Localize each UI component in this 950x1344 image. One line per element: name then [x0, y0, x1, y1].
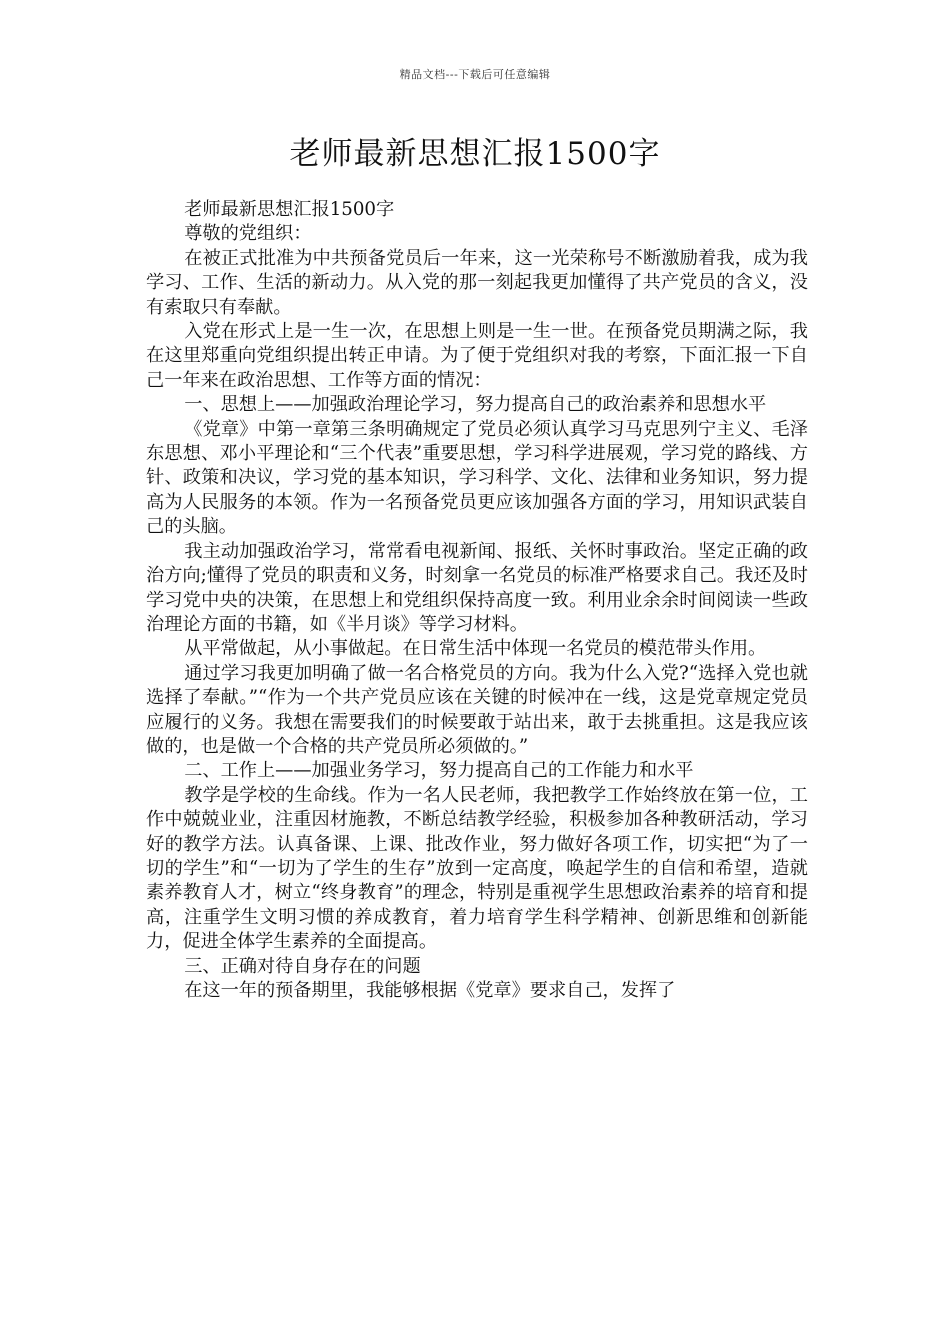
body-paragraph: 教学是学校的生命线。作为一名人民老师，我把教学工作始终放在第一位，工作中兢兢业业，注重因材施教，不断总结教学经验，积极参加各种教研活动，学习好的教学方法。认真备课、上课、批改作业，努力做好各项工作，切实把“为了一切的学生”和“一切为了学生的生存”放到一定高度，唤起学生的自信和希望，造就素养教育人才，树立“终身教育”的理念，特别是重视学生思想政治素养的培育和提高，注重学生文明习惯的养成教育，着力培育学生科学精神、创新思维和创新能力，促进全体学生素养的全面提高。 — [146, 784, 808, 953]
body-paragraph: 尊敬的党组织： — [184, 223, 312, 245]
header-note: 精品文档---下载后可任意编辑 — [399, 68, 551, 81]
body-paragraph: 我主动加强政治学习，常常看电视新闻、报纸、关怀时事政治。坚定正确的政治方向;懂得了党员的职责和义务，时刻拿一名党员的标准严格要求自己。我还及时学习党中央的决策，在思想上和党组织保持高度一致。利用业余余时间阅读一些政治理论方面的书籍，如《半月谈》等学习材料。 — [146, 540, 808, 635]
document-body — [146, 198, 808, 1003]
section-heading: 二、工作上——加强业务学习，努力提高自己的工作能力和水平 — [184, 760, 694, 782]
body-paragraph: 入党在形式上是一生一次，在思想上则是一生一世。在预备党员期满之际，我在这里郑重向党组织提出转正申请。为了便于党组织对我的考察，下面汇报一下自己一年来在政治思想、工作等方面的情况： — [146, 321, 808, 391]
body-paragraph: 从平常做起，从小事做起。在日常生活中体现一名党员的模范带头作用。 — [184, 638, 767, 660]
body-paragraph: 在这一年的预备期里，我能够根据《党章》要求自己，发挥了 — [184, 980, 676, 1001]
body-paragraph: 《党章》中第一章第三条明确规定了党员必须认真学习马克思列宁主义、毛泽东思想、邓小平理论和“三个代表”重要思想，学习科学进展观，学习党的路线、方针、政策和决议，学习党的基本知识，学习科学、文化、法律和业务知识，努力提高为人民服务的本领。作为一名预备党员更应该加强各方面的学习，用知识武装自己的头脑。 — [146, 418, 808, 538]
document-title: 老师最新思想汇报1500字 — [289, 136, 661, 172]
body-paragraph: 在被正式批准为中共预备党员后一年来，这一光荣称号不断激励着我，成为我学习、工作、生活的新动力。从入党的那一刻起我更加懂得了共产党员的含义，没有索取只有奉献。 — [146, 247, 808, 318]
body-paragraph: 通过学习我更加明确了做一名合格党员的方向。我为什么入党?“选择入党也就选择了奉献。”“作为一个共产党员应该在关键的时候冲在一线，这是党章规定党员应履行的义务。我想在需要我们的时候要敢于站出来，敢于去挑重担。这是我应该做的，也是做一个合格的共产党员所必须做的。” — [146, 662, 808, 757]
section-heading: 三、正确对待自身存在的问题 — [184, 955, 421, 977]
section-heading: 一、思想上——加强政治理论学习，努力提高自己的政治素养和思想水平 — [184, 394, 767, 416]
body-paragraph: 老师最新思想汇报1500字 — [184, 199, 395, 220]
